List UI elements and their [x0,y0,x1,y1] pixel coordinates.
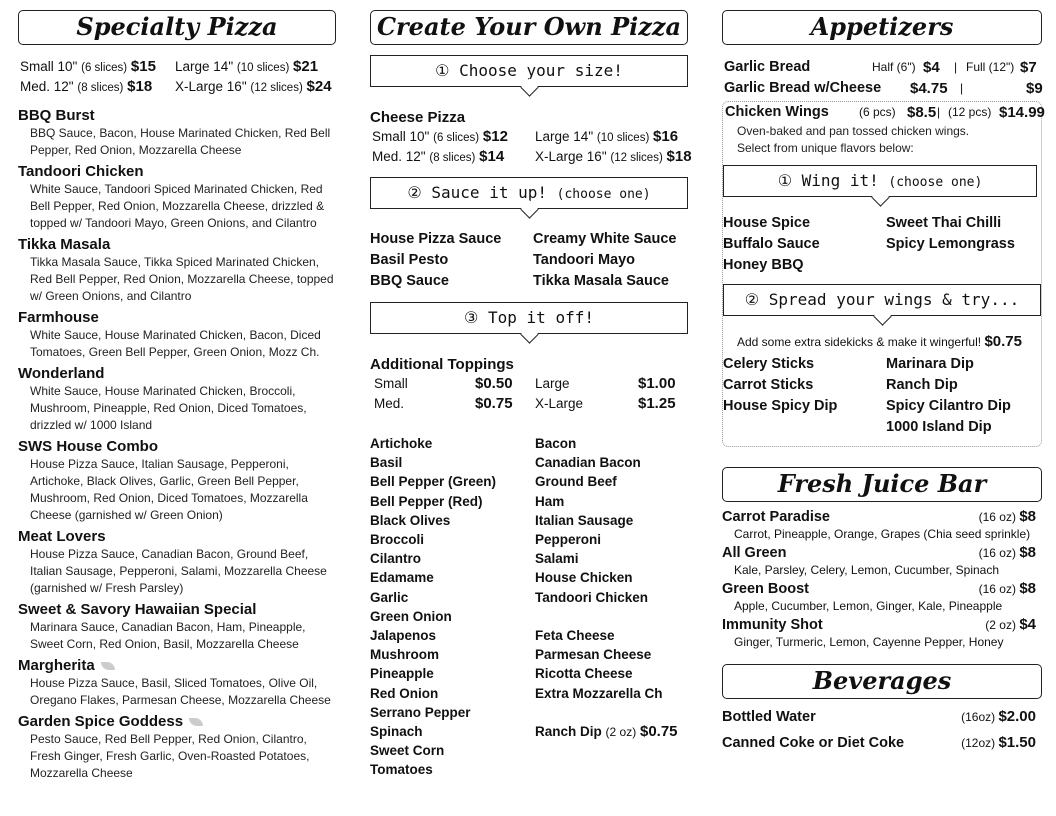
item-desc: House Pizza Sauce, Basil, Sliced Tomatoes, Olive Oil, Oregano Flakes, Parmesan Cheese, Mozzarella Cheese [30,676,331,707]
juice-item: Carrot Paradise (16 oz) $8 Carrot, Pineapple, Orange, Grapes (Chia seed sprinkle) [722,508,1036,541]
cheese-size-row [370,147,692,167]
topping-item: Mushroom [370,647,439,663]
item-name: Wonderland [18,365,105,382]
topping-item: Green Onion [370,608,452,624]
appetizers-section [722,10,1045,755]
topping-item: Broccoli [370,532,425,548]
step-choose-size: ① Choose your size! [370,55,688,87]
topping-price-row: Small $0.50 Large $1.00 [374,375,676,392]
sauce-option: Creamy White Sauce [533,231,677,247]
flavor-option: House Spice [723,215,811,231]
size-large: Large 14" (10 slices) $21 [175,58,319,75]
item-name: Sweet & Savory Hawaiian Special [18,601,257,618]
topping-price-row: Med. $0.75 X-Large $1.25 [374,395,676,412]
sidekick-option [723,417,886,438]
item-name: BBQ Burst [18,107,95,124]
sidekicks-note: Add some extra sidekicks & make it wingerful! $0.75 [737,333,1022,350]
beverages-title: Beverages [722,664,1042,699]
toppings-list [370,434,688,780]
item-name: Farmhouse [18,309,99,326]
topping-item: Artichoke [370,436,433,451]
size-med: Med. 12" (8 slices) $18 [20,78,153,95]
sidekick-option: Carrot Sticks [723,377,814,393]
item-desc: White Sauce, House Marinated Chicken, Broccoli, Mushroom, Pineapple, Red Onion, Diced Tomatoes, drizzled w/ 1000 Island [30,384,307,432]
topping-item: Cilantro [370,551,422,567]
topping-item: Pepperoni [535,532,602,548]
topping-item: Feta Cheese [535,628,615,644]
garlic-bread-row: Garlic Bread Half (6") $4 | Full (12") $7 [724,59,1037,76]
juice-item: All Green (16 oz) $8 Kale, Parsley, Celery, Lemon, Cucumber, Spinach [722,544,1036,577]
wings-desc: Select from unique flavors below: [737,141,914,155]
cheese-pizza-title: Cheese Pizza [370,109,466,126]
sidekick-option: 1000 Island Dip [886,419,992,435]
item-name: SWS House Combo [18,438,159,455]
flavor-option: Sweet Thai Chilli [886,215,1002,231]
topping-item: Pineapple [370,666,434,682]
size-small: Small 10" (6 slices) $12 [372,128,508,145]
cyo-title: Create Your Own Pizza [370,10,688,45]
topping-item: Ham [535,493,565,509]
topping-item: Spinach [370,724,423,740]
item-desc: White Sauce, House Marinated Chicken, Bacon, Diced Tomatoes, Green Bell Pepper, Green Onion, Mozz Ch. [30,328,321,359]
specialty-item [18,438,336,524]
topping-item: Black Olives [370,512,451,528]
wings-row: Chicken Wings (6 pcs) $8.5 | (12 pcs) $14.99 [725,104,1045,121]
sidekick-option: Celery Sticks [723,356,815,372]
topping-item: Ranch Dip (2 oz) $0.75 [535,723,678,741]
leaf-icon [189,718,203,726]
sidekick-option: Spicy Cilantro Dip [886,398,1011,414]
cheese-size-row [370,127,688,147]
size-large: Large 14" (10 slices) $16 [535,128,679,145]
beverage-item: Canned Coke or Diet Coke (12oz) $1.50 [722,734,1036,751]
flavor-list [723,213,1041,276]
item-desc: BBQ Sauce, Bacon, House Marinated Chicken, Red Bell Pepper, Red Onion, Mozzarella Cheese [30,126,331,157]
topping-item: Extra Mozzarella Ch [535,685,663,701]
beverage-item: Bottled Water (16oz) $2.00 [722,708,1036,725]
topping-item: Parmesan Cheese [535,647,652,663]
topping-item: Tomatoes [370,762,433,778]
topping-item: Canadian Bacon [535,455,641,471]
toppings-title: Additional Toppings [370,356,514,373]
flavor-option [886,255,1041,276]
sauce-option: Tikka Masala Sauce [533,273,669,289]
step-toppings: ③ Top it off! [370,302,688,334]
specialty-pizza-title: Specialty Pizza [18,10,336,45]
specialty-pizza-section [18,10,336,782]
specialty-item [18,713,336,782]
item-desc: House Pizza Sauce, Canadian Bacon, Ground Beef, Italian Sausage, Pepperoni, Salami, Mozzarella Cheese (garnished w/ Fresh Parsley) [30,547,327,595]
size-med: Med. 12" (8 slices) $14 [372,148,505,165]
item-name: Meat Lovers [18,528,106,545]
garlic-cheese-row: Garlic Bread w/Cheese $4.75 | $9 [724,80,1043,97]
appetizers-title: Appetizers [722,10,1042,45]
juice-item: Green Boost (16 oz) $8 Apple, Cucumber, Lemon, Ginger, Kale, Pineapple [722,580,1036,613]
topping-item: House Chicken [535,570,633,586]
topping-item: Bell Pepper (Green) [370,474,497,490]
flavor-option: Honey BBQ [723,257,804,273]
size-small: Small 10" (6 slices) $15 [20,58,156,75]
item-name: Garden Spice Goddess [18,713,336,731]
step-wing-it: ① Wing it! (choose one) [723,165,1037,197]
item-desc: House Pizza Sauce, Italian Sausage, Pepperoni, Artichoke, Black Olives, Garlic, Green Bell Pepper, Mushroom, Red Onion, Diced Tomatoes, Mozzarella Cheese (garnished w/ Green Onion) [30,457,308,522]
topping-item: Salami [535,551,579,567]
size-xlarge: X-Large 16" (12 slices) $24 [175,78,332,95]
size-xlarge: X-Large 16" (12 slices) $18 [535,148,692,165]
juice-bar-title: Fresh Juice Bar [722,467,1042,502]
sidekick-option: Marinara Dip [886,356,974,372]
juice-item: Immunity Shot (2 oz) $4 Ginger, Turmeric, Lemon, Cayenne Pepper, Honey [722,616,1036,649]
topping-item: Ground Beef [535,474,617,490]
step-sauce: ② Sauce it up! (choose one) [370,177,688,209]
topping-item: Ricotta Cheese [535,666,633,682]
specialty-item [18,107,336,159]
item-desc: Pesto Sauce, Red Bell Pepper, Red Onion, Cilantro, Fresh Ginger, Fresh Garlic, Oven-Roasted Potatoes, Mozzarella Cheese [30,732,310,780]
topping-item: Bell Pepper (Red) [370,493,483,509]
item-desc: Marinara Sauce, Canadian Bacon, Ham, Pineapple, Sweet Corn, Red Onion, Basil, Mozzarella Cheese [30,620,306,651]
leaf-icon [101,662,115,670]
topping-item: Sweet Corn [370,743,445,759]
toppings-column-left [370,434,535,780]
sauce-option: Basil Pesto [370,252,449,268]
sidekick-list [723,354,1041,438]
topping-item: Basil [370,455,403,471]
topping-item: Tandoori Chicken [535,589,649,605]
topping-item [535,703,688,722]
topping-item: Jalapenos [370,628,437,644]
topping-item: Red Onion [370,685,439,701]
sauce-list [370,229,688,292]
flavor-option: Spicy Lemongrass [886,236,1015,252]
item-name: Tikka Masala [18,236,111,253]
topping-item: Serrano Pepper [370,704,471,720]
create-your-own-section [370,10,692,780]
sauce-option: House Pizza Sauce [370,231,502,247]
specialty-item [18,601,336,653]
sauce-option: BBQ Sauce [370,273,449,289]
item-name: Margherita [18,657,336,675]
topping-item: Italian Sausage [535,512,634,528]
item-name: Tandoori Chicken [18,163,144,180]
step-spread-wings: ② Spread your wings & try... [723,284,1041,316]
wings-box [722,101,1045,447]
specialty-item [18,365,336,434]
sauce-option: Tandoori Mayo [533,252,636,268]
flavor-option: Buffalo Sauce [723,236,820,252]
topping-item [535,607,688,626]
specialty-item [18,163,336,232]
topping-item: Edamame [370,570,434,586]
sidekick-option: Ranch Dip [886,377,958,393]
specialty-item [18,657,336,709]
specialty-item [18,528,336,597]
item-desc: White Sauce, Tandoori Spiced Marinated Chicken, Red Bell Pepper, Red Onion, Mozzarella Cheese, drizzled & topped w/ Tandoori Mayo, Green Onions, and Cilantro [30,182,325,230]
item-desc: Tikka Masala Sauce, Tikka Spiced Marinated Chicken, Red Bell Pepper, Red Onion, Mozzarella Cheese, topped w/ Green Onions, and Cilantro [30,255,334,303]
sidekick-option: House Spicy Dip [723,398,838,414]
specialty-item [18,309,336,361]
topping-item: Garlic [370,589,409,605]
toppings-column-right [535,434,688,780]
topping-item: Bacon [535,436,577,451]
specialty-size-row [18,57,336,77]
specialty-item [18,236,336,305]
specialty-size-row [18,77,336,97]
wings-desc: Oven-baked and pan tossed chicken wings. [737,124,970,138]
